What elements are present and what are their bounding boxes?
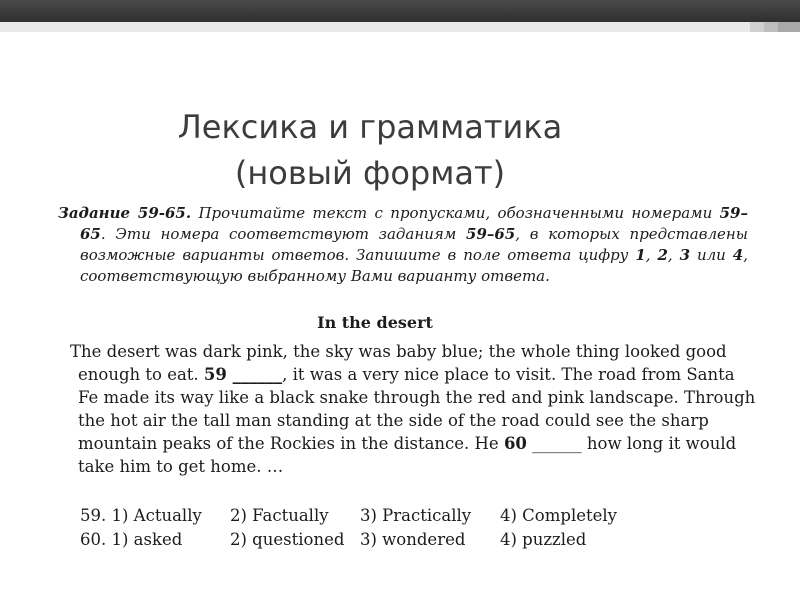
answer-number: 59. bbox=[80, 506, 107, 525]
task-range: 59–65 bbox=[466, 225, 516, 243]
task-instructions bbox=[58, 203, 748, 287]
accent-square bbox=[764, 22, 778, 32]
task-text: , bbox=[667, 246, 680, 264]
task-text: или bbox=[690, 246, 733, 264]
gap-60: 60 bbox=[503, 434, 527, 453]
task-digit: 2 bbox=[657, 246, 668, 264]
task-digit: 4 bbox=[732, 246, 744, 264]
accent-square bbox=[750, 22, 764, 32]
answer-option: 4) puzzled bbox=[500, 530, 587, 549]
answer-option: 3) Practically bbox=[360, 506, 472, 525]
task-label: Задание 59-65. bbox=[58, 204, 192, 222]
accent-square bbox=[778, 22, 800, 32]
slide-title-line2: (новый формат) bbox=[234, 154, 506, 192]
story-text-segment: , it was a very nice place to visit. The road from Santa Fe made its way like a black snake through the red and pink landscape. Through the hot air the tall man standing at the side of the road could see the sharp mountain peaks of the Rockies in the distance. He bbox=[78, 365, 756, 453]
task-text: , в которых представлены возможные варианты ответов. Запишите в поле ответа цифру bbox=[80, 225, 748, 264]
answer-option: 2) questioned bbox=[230, 530, 345, 549]
task-digit: 3 bbox=[679, 246, 691, 264]
answer-option: 2) Factually bbox=[230, 506, 329, 525]
task-digit: 1 bbox=[635, 246, 646, 264]
slide-top-bar bbox=[0, 0, 800, 22]
answer-option: 1) Actually bbox=[111, 506, 202, 525]
task-range: 59–65 bbox=[80, 204, 748, 243]
answer-cell bbox=[80, 528, 230, 552]
slide-title-line1: Лексика и грамматика bbox=[177, 108, 563, 146]
slide-accent-strip bbox=[0, 22, 800, 32]
task-text: . Эти номера соответствуют заданиям bbox=[100, 225, 467, 243]
story-title: In the desert bbox=[317, 313, 433, 332]
answer-options bbox=[80, 504, 760, 552]
story-paragraph bbox=[58, 340, 758, 478]
answer-cell bbox=[80, 504, 230, 528]
answer-row-59 bbox=[80, 504, 760, 528]
task-text: , bbox=[645, 246, 658, 264]
answer-option: 3) wondered bbox=[360, 530, 466, 549]
task-text: , соответствующую выбранному Вами варианту ответа. bbox=[80, 246, 748, 285]
story-text-segment: The desert was dark pink, the sky was baby blue; the whole thing looked good enough to eat. bbox=[70, 342, 727, 384]
answer-number: 60. bbox=[80, 530, 107, 549]
answer-row-60 bbox=[80, 528, 760, 552]
story-text bbox=[58, 340, 758, 478]
slide-title bbox=[120, 104, 620, 196]
answer-option: 4) Completely bbox=[500, 506, 617, 525]
gap-59: 59 ______ bbox=[203, 365, 283, 384]
story-text-segment: ______ how long it would take him to get home. … bbox=[78, 434, 737, 476]
task-paragraph bbox=[58, 203, 748, 287]
answer-option: 1) asked bbox=[111, 530, 183, 549]
task-text: Прочитайте текст с пропусками, обозначенными номерами bbox=[191, 204, 720, 222]
